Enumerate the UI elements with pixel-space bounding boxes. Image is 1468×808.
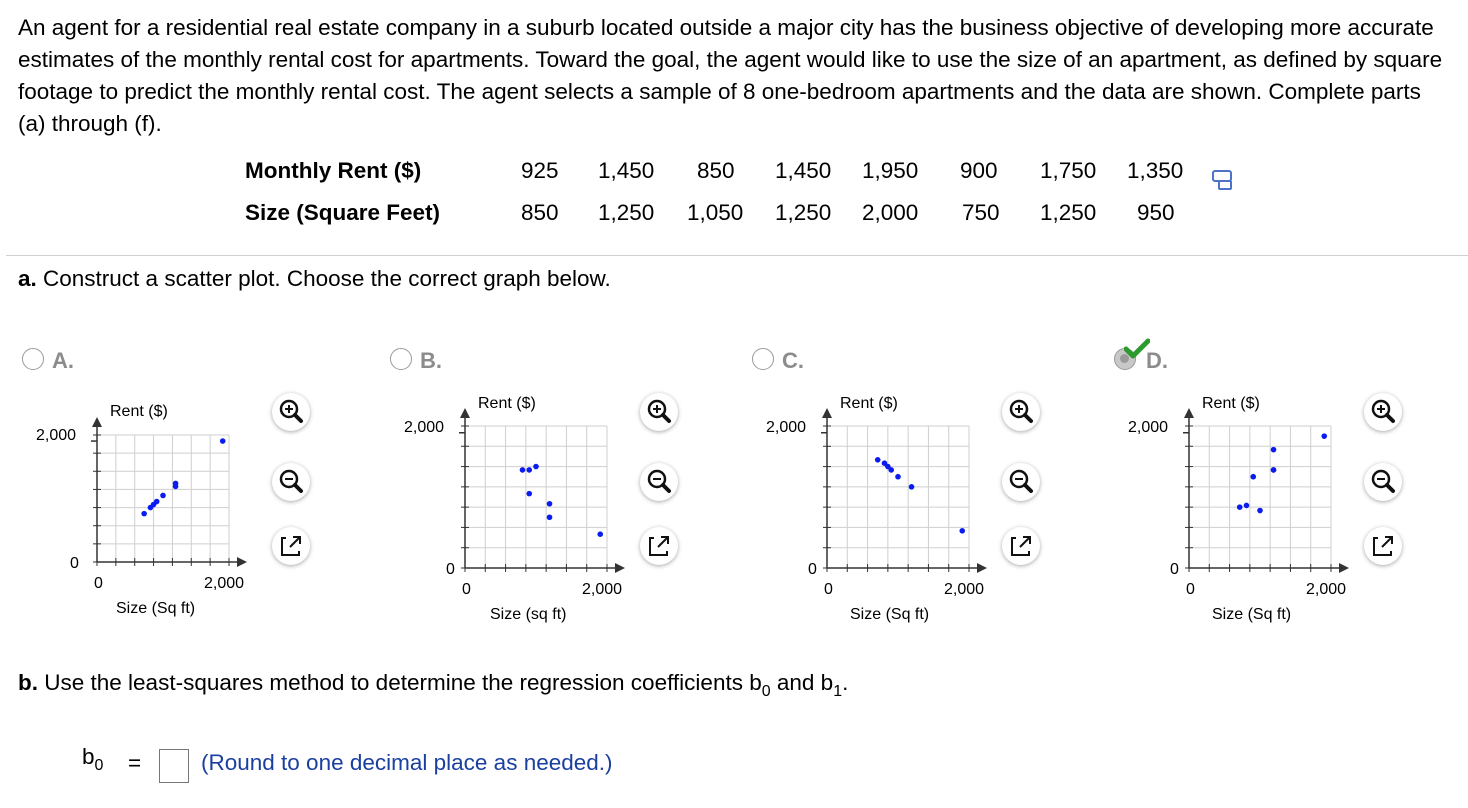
y-zero-label: 0 (70, 555, 79, 572)
size-cell: 1,250 (775, 200, 832, 225)
x-tick-label: 2,000 (1306, 581, 1347, 598)
b0-label (82, 744, 104, 774)
part-b-and: and b (770, 670, 834, 695)
data-point (1257, 508, 1263, 514)
rent-cell: 1,450 (598, 158, 655, 183)
rent-cell: 925 (521, 158, 559, 183)
data-point (141, 511, 147, 517)
rent-row-label: Monthly Rent ($) (245, 158, 422, 183)
subscript: 1 (833, 683, 843, 700)
data-point (1271, 447, 1277, 453)
x-axis-arrow (615, 563, 625, 573)
y-axis-arrow (460, 408, 470, 418)
expand-button[interactable] (272, 527, 310, 565)
data-point (547, 501, 553, 507)
expand-button[interactable] (640, 527, 678, 565)
size-cell: 850 (521, 200, 559, 225)
data-point (1250, 474, 1256, 480)
part-a-text: Construct a scatter plot. Choose the correct graph below. (36, 266, 611, 291)
x-zero-label: 0 (1186, 581, 1195, 598)
rent-cell: 850 (697, 158, 735, 183)
x-axis-arrow (1339, 563, 1349, 573)
y-axis-label: Rent ($) (110, 403, 168, 420)
zoom-in-button[interactable] (1364, 393, 1402, 431)
data-point (526, 491, 532, 497)
y-axis-arrow (1184, 408, 1194, 418)
problem-statement: An agent for a residential real estate company in a suburb located outside a major city has the business objective of developing more accurate estimates of the monthly rental cost for apartments. Toward the goal, the agent would like to use the size of an apartment, as defined by square footage to predict the monthly rental cost. The agent selects a sample of 8 one-bedroom apartments and the data are shown. Complete parts (a) through (f). (18, 15, 1443, 136)
option-b-radio[interactable] (390, 348, 412, 370)
rent-cell: 1,450 (775, 158, 832, 183)
data-point (160, 493, 166, 499)
part-b-text: Use the least-squares method to determine the regression coefficients b (38, 670, 762, 695)
y-axis-label: Rent ($) (1202, 395, 1260, 412)
part-b-end: . (842, 670, 849, 695)
data-point (959, 528, 965, 534)
data-point (220, 438, 226, 444)
size-cell: 1,050 (687, 200, 744, 225)
data-point (888, 467, 894, 473)
size-row-label: Size (Square Feet) (245, 200, 441, 225)
plot-frame (821, 408, 987, 573)
x-axis-arrow (237, 557, 247, 567)
zoom-out-button[interactable] (1002, 463, 1040, 501)
size-cell: 1,250 (1040, 200, 1097, 225)
scatter-plot-c (752, 390, 992, 630)
data-point (154, 499, 160, 505)
rounding-hint: (Round to one decimal place as needed.) (201, 750, 613, 775)
expand-button[interactable] (1364, 527, 1402, 565)
option-c-radio[interactable] (752, 348, 774, 370)
data-point (173, 481, 179, 487)
size-cell: 750 (962, 200, 1000, 225)
option-b-label: B. (420, 348, 442, 373)
data-point (909, 484, 915, 490)
y-tick-label: 2,000 (766, 419, 807, 436)
scatter-plot-d (1114, 390, 1354, 630)
y-zero-label: 0 (808, 561, 817, 578)
data-point (1271, 467, 1277, 473)
option-d-label: D. (1146, 348, 1168, 373)
data-point (547, 514, 553, 520)
data-point (1321, 433, 1327, 439)
zoom-out-button[interactable] (272, 463, 310, 501)
y-axis-arrow (92, 417, 102, 427)
option-a-radio[interactable] (22, 348, 44, 370)
y-axis-label: Rent ($) (478, 395, 536, 412)
zoom-out-button[interactable] (640, 463, 678, 501)
part-a-question (18, 266, 611, 292)
rent-cell: 900 (960, 158, 998, 183)
y-zero-label: 0 (1170, 561, 1179, 578)
x-zero-label: 0 (824, 581, 833, 598)
scatter-plot-a (22, 390, 262, 630)
y-axis-arrow (822, 408, 832, 418)
rent-cell: 1,750 (1040, 158, 1097, 183)
x-zero-label: 0 (94, 575, 103, 592)
subscript: 0 (94, 757, 104, 774)
zoom-in-button[interactable] (272, 393, 310, 431)
y-tick-label: 2,000 (36, 427, 77, 444)
y-tick-label: 2,000 (1128, 419, 1169, 436)
x-axis-label: Size (sq ft) (490, 606, 567, 623)
x-axis-arrow (977, 563, 987, 573)
part-b-question (18, 670, 849, 700)
data-point (526, 467, 532, 473)
x-axis-label: Size (Sq ft) (116, 600, 196, 617)
expand-button[interactable] (1002, 527, 1040, 565)
y-tick-label: 2,000 (404, 419, 445, 436)
size-cell: 2,000 (862, 200, 919, 225)
x-tick-label: 2,000 (582, 581, 623, 598)
x-tick-label: 2,000 (944, 581, 985, 598)
copy-icon[interactable] (1211, 169, 1235, 191)
zoom-out-button[interactable] (1364, 463, 1402, 501)
size-cell: 1,250 (598, 200, 655, 225)
b0-answer-input[interactable] (159, 749, 189, 783)
option-a-label: A. (52, 348, 74, 373)
data-points (1237, 433, 1327, 513)
data-point (1244, 503, 1250, 509)
data-point (1237, 504, 1243, 510)
subscript: 0 (761, 683, 771, 700)
size-cell: 950 (1137, 200, 1175, 225)
b0-letter: b (82, 744, 95, 769)
scatter-plot-b (390, 390, 630, 630)
rent-cell: 1,950 (862, 158, 919, 183)
x-zero-label: 0 (462, 581, 471, 598)
x-tick-label: 2,000 (204, 575, 245, 592)
plot-frame (1183, 408, 1349, 573)
data-point (597, 531, 603, 537)
part-b-letter: b. (18, 670, 38, 695)
rent-cell: 1,350 (1127, 158, 1184, 183)
section-divider (6, 255, 1468, 256)
part-a-letter: a. (18, 266, 37, 291)
data-point (875, 457, 881, 463)
option-c-label: C. (782, 348, 804, 373)
data-points (520, 464, 603, 537)
data-points (875, 457, 965, 534)
zoom-in-button[interactable] (640, 393, 678, 431)
y-zero-label: 0 (446, 561, 455, 578)
y-axis-label: Rent ($) (840, 395, 898, 412)
data-point (895, 474, 901, 480)
zoom-in-button[interactable] (1002, 393, 1040, 431)
equals-sign: = (128, 750, 142, 775)
x-axis-label: Size (Sq ft) (1212, 606, 1292, 623)
x-axis-label: Size (Sq ft) (850, 606, 930, 623)
data-point (533, 464, 539, 470)
data-point (520, 467, 526, 473)
plot-frame (459, 408, 625, 573)
